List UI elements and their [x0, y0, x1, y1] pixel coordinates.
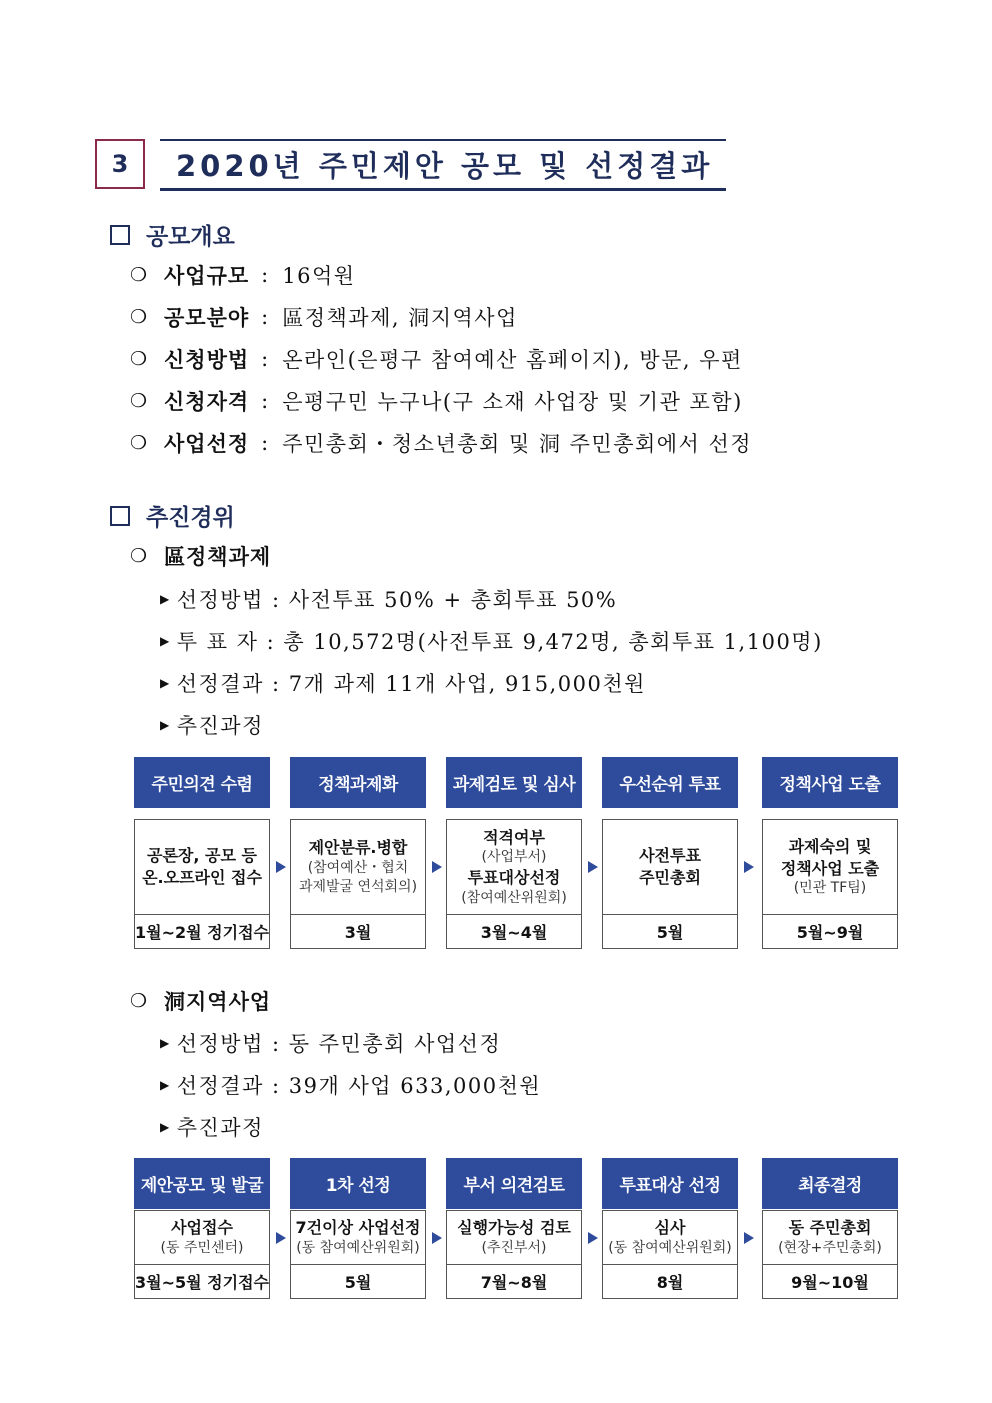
overview-item: ❍ 신청자격 : 은평구민 누구나(구 소재 사업장 및 기관 포함) — [130, 386, 743, 416]
flow-step-text: 주민총회 — [639, 868, 701, 887]
checkbox-square-icon — [110, 225, 130, 245]
flow-step-header: 투표대상 선정 — [602, 1158, 738, 1209]
district-title-row — [130, 541, 271, 571]
flow-step-period: 3월~4월 — [446, 914, 582, 949]
circle-bullet-icon: ❍ — [130, 264, 148, 286]
flow-step-header: 제안공모 및 발굴 — [134, 1158, 270, 1209]
dong-line: ▶ 선정결과 : 39개 사업 633,000천원 — [160, 1074, 542, 1098]
flow-step-period: 7월~8월 — [446, 1264, 582, 1299]
flow-step-period: 1월~2월 정기접수 — [134, 914, 270, 949]
flow-step-text: 동 주민총회 — [788, 1218, 872, 1238]
overview-value: 주민총회・청소년총회 및 洞 주민총회에서 선정 — [282, 432, 753, 456]
overview-label: 신청방법 — [164, 347, 250, 372]
overview-label: 공모분야 — [164, 305, 250, 330]
flow-step-period: 5월 — [290, 1264, 426, 1299]
flow-step-period: 9월~10월 — [762, 1264, 898, 1299]
flow-step-box — [602, 1210, 738, 1265]
flow-step-box — [446, 1210, 582, 1265]
flow-step-text: (참여예산위원회) — [461, 889, 567, 906]
overview-value: 16억원 — [282, 264, 356, 288]
flow-step-text: 적격여부 — [483, 827, 545, 847]
overview-item: ❍ 사업규모 : 16억원 — [130, 260, 356, 290]
flow-step-box — [290, 1210, 426, 1265]
triangle-bullet-icon: ▶ — [160, 592, 171, 606]
circle-bullet-icon: ❍ — [130, 306, 148, 328]
flow-arrow-icon — [432, 1232, 442, 1244]
district-title: 區정책과제 — [164, 544, 272, 569]
flow-step-header: 정책사업 도출 — [762, 757, 898, 808]
overview-value: 은평구민 누구나(구 소재 사업장 및 기관 포함) — [282, 390, 743, 414]
flow-step-text: 제안분류.병합 — [308, 838, 408, 858]
overview-item: ❍ 사업선정 : 주민총회・청소년총회 및 洞 주민총회에서 선정 — [130, 428, 752, 458]
flow-step-period: 3월~5월 정기접수 — [134, 1264, 270, 1299]
flow-step-period: 5월~9월 — [762, 914, 898, 949]
flow-arrow-icon — [744, 861, 754, 873]
overview-item: ❍ 공모분야 : 區정책과제, 洞지역사업 — [130, 302, 518, 332]
flow-step-header: 1차 선정 — [290, 1158, 426, 1209]
flow-step-text: (동 참여예산위원회) — [608, 1239, 732, 1256]
flow-step-text: 사전투표 — [639, 846, 701, 866]
flow-step-text: (참여예산・협치 — [307, 859, 409, 876]
overview-heading-text: 공모개요 — [146, 224, 235, 250]
flow-step-period: 8월 — [602, 1264, 738, 1299]
triangle-bullet-icon: ▶ — [160, 1036, 171, 1050]
flow-step-box — [762, 1210, 898, 1265]
flow-step-header: 최종결정 — [762, 1158, 898, 1209]
flow-arrow-icon — [432, 861, 442, 873]
flow-arrow-icon — [588, 861, 598, 873]
flow-step-text: 온.오프라인 접수 — [142, 868, 262, 887]
flow-step-text: (동 참여예산위원회) — [296, 1239, 420, 1256]
flow-step-text: 과제발굴 연석회의) — [298, 878, 418, 895]
flow-step-text: 심사 — [654, 1218, 686, 1238]
circle-bullet-icon: ❍ — [130, 990, 148, 1012]
flow-step-text: 실행가능성 검토 — [457, 1218, 571, 1238]
flow-step-period: 5월 — [602, 914, 738, 949]
flow-step-text: 공론장, 공모 등 — [147, 846, 257, 866]
triangle-bullet-icon: ▶ — [160, 676, 171, 690]
flow-step-text: (사업부서) — [481, 849, 547, 866]
triangle-bullet-icon: ▶ — [160, 1078, 171, 1092]
flow-step-header: 주민의견 수렴 — [134, 757, 270, 808]
dong-line: ▶ 선정방법 : 동 주민총회 사업선정 — [160, 1032, 502, 1056]
dong-title-row — [130, 986, 271, 1016]
circle-bullet-icon: ❍ — [130, 545, 148, 567]
flow-step-header: 정책과제화 — [290, 757, 426, 808]
overview-value: 區정책과제, 洞지역사업 — [282, 306, 518, 330]
section-title: 2020년 주민제안 공모 및 선정결과 — [160, 139, 726, 191]
overview-item: ❍ 신청방법 : 온라인(은평구 참여예산 홈페이지), 방문, 우편 — [130, 344, 743, 374]
circle-bullet-icon: ❍ — [130, 390, 148, 412]
progress-heading-text: 추진경위 — [146, 505, 235, 531]
triangle-bullet-icon: ▶ — [160, 1120, 171, 1134]
flow-step-text: (추진부서) — [481, 1239, 547, 1256]
progress-heading — [110, 499, 235, 532]
flow-step-text: (현장+주민총회) — [778, 1239, 882, 1256]
triangle-bullet-icon: ▶ — [160, 718, 171, 732]
flow-arrow-icon — [276, 861, 286, 873]
overview-heading — [110, 218, 235, 251]
flow-step-box — [134, 1210, 270, 1265]
flow-step-header: 과제검토 및 심사 — [446, 757, 582, 808]
flow-step-text: 투표대상선정 — [467, 868, 561, 887]
flow-step-box — [602, 819, 738, 915]
flow-arrow-icon — [276, 1232, 286, 1244]
overview-label: 사업규모 — [164, 263, 250, 288]
flow-step-header: 우선순위 투표 — [602, 757, 738, 808]
circle-bullet-icon: ❍ — [130, 348, 148, 370]
triangle-bullet-icon: ▶ — [160, 634, 171, 648]
dong-title: 洞지역사업 — [164, 989, 272, 1014]
overview-value: 온라인(은평구 참여예산 홈페이지), 방문, 우편 — [282, 348, 743, 372]
flow-step-box — [134, 819, 270, 915]
flow-step-text: (민관 TF팀) — [793, 880, 867, 897]
flow-step-box — [290, 819, 426, 915]
flow-step-text: 7건이상 사업선정 — [295, 1218, 421, 1238]
district-line: ▶ 추진과정 — [160, 714, 264, 738]
flow-step-box — [446, 819, 582, 915]
overview-label: 사업선정 — [164, 431, 250, 456]
overview-label: 신청자격 — [164, 389, 250, 414]
flow-step-text: 과제숙의 및 — [788, 836, 872, 856]
section-number: 3 — [95, 139, 145, 189]
flow-step-period: 3월 — [290, 914, 426, 949]
checkbox-square-icon — [110, 506, 130, 526]
flow-arrow-icon — [588, 1232, 598, 1244]
district-line: ▶ 투 표 자 : 총 10,572명(사전투표 9,472명, 총회투표 1,100명) — [160, 630, 823, 654]
circle-bullet-icon: ❍ — [130, 432, 148, 454]
dong-line: ▶ 추진과정 — [160, 1116, 264, 1140]
flow-step-header: 부서 의견검토 — [446, 1158, 582, 1209]
district-line: ▶ 선정결과 : 7개 과제 11개 사업, 915,000천원 — [160, 672, 646, 696]
flow-step-text: 정책사업 도출 — [780, 858, 880, 878]
flow-arrow-icon — [744, 1232, 754, 1244]
flow-step-text: (동 주민센터) — [160, 1239, 244, 1256]
flow-step-box — [762, 819, 898, 915]
flow-step-text: 사업접수 — [171, 1218, 233, 1238]
district-line: ▶ 선정방법 : 사전투표 50% + 총회투표 50% — [160, 588, 618, 612]
